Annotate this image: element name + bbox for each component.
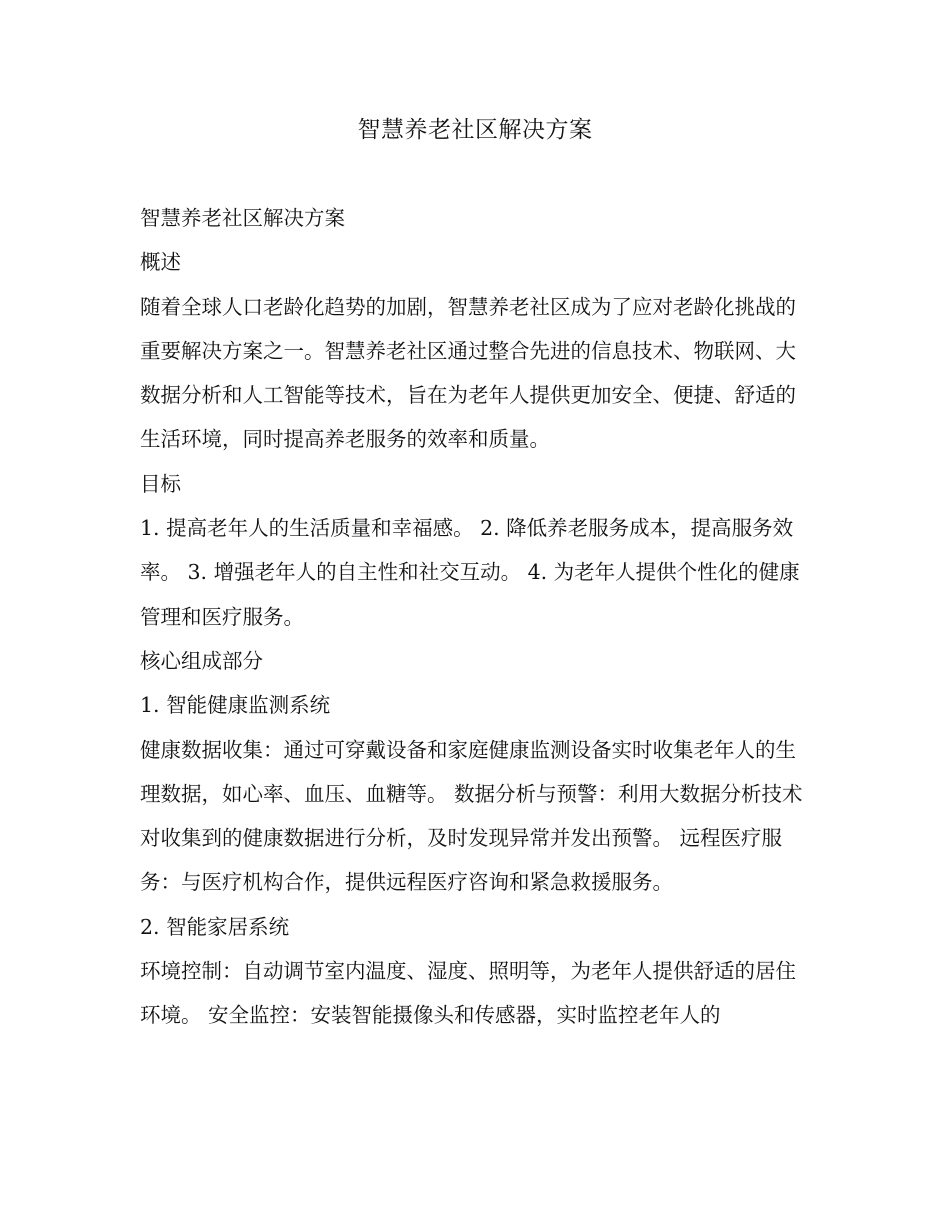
document-body [140, 196, 810, 1038]
health-monitoring-paragraph: 健康数据收集：通过可穿戴设备和家庭健康监测设备实时收集老年人的生理数据，如心率、血压、血糖等。 数据分析与预警：利用大数据分析技术对收集到的健康数据进行分析，及时发现异常并发出预警。 远程医疗服务：与医疗机构合作，提供远程医疗咨询和紧急救援服务。 [140, 737, 803, 895]
subsection-heading-health-monitoring: 1. 智能健康监测系统 [140, 693, 331, 718]
smart-home-paragraph: 环境控制：自动调节室内温度、湿度、照明等，为老年人提供舒适的居住环境。 安全监控：安装智能摄像头和传感器，实时监控老年人的 [140, 959, 796, 1028]
subtitle-heading: 智慧养老社区解决方案 [140, 206, 345, 230]
document-title: 智慧养老社区解决方案 [357, 117, 593, 143]
section-heading-overview: 概述 [140, 250, 181, 275]
section-heading-goals: 目标 [140, 471, 181, 496]
subsection-heading-smart-home: 2. 智能家居系统 [140, 914, 290, 939]
section-heading-core-components: 核心组成部分 [140, 648, 263, 673]
overview-paragraph: 随着全球人口老龄化趋势的加剧，智慧养老社区成为了应对老龄化挑战的重要解决方案之一。智慧养老社区通过整合先进的信息技术、物联网、大数据分析和人工智能等技术，旨在为老年人提供更加安全、便捷、舒适的生活环境，同时提高养老服务的效率和质量。 [140, 294, 796, 452]
goals-paragraph: 1. 提高老年人的生活质量和幸福感。 2. 降低养老服务成本，提高服务效率。 3. 增强老年人的自主性和社交互动。 4. 为老年人提供个性化的健康管理和医疗服务。 [140, 516, 800, 629]
